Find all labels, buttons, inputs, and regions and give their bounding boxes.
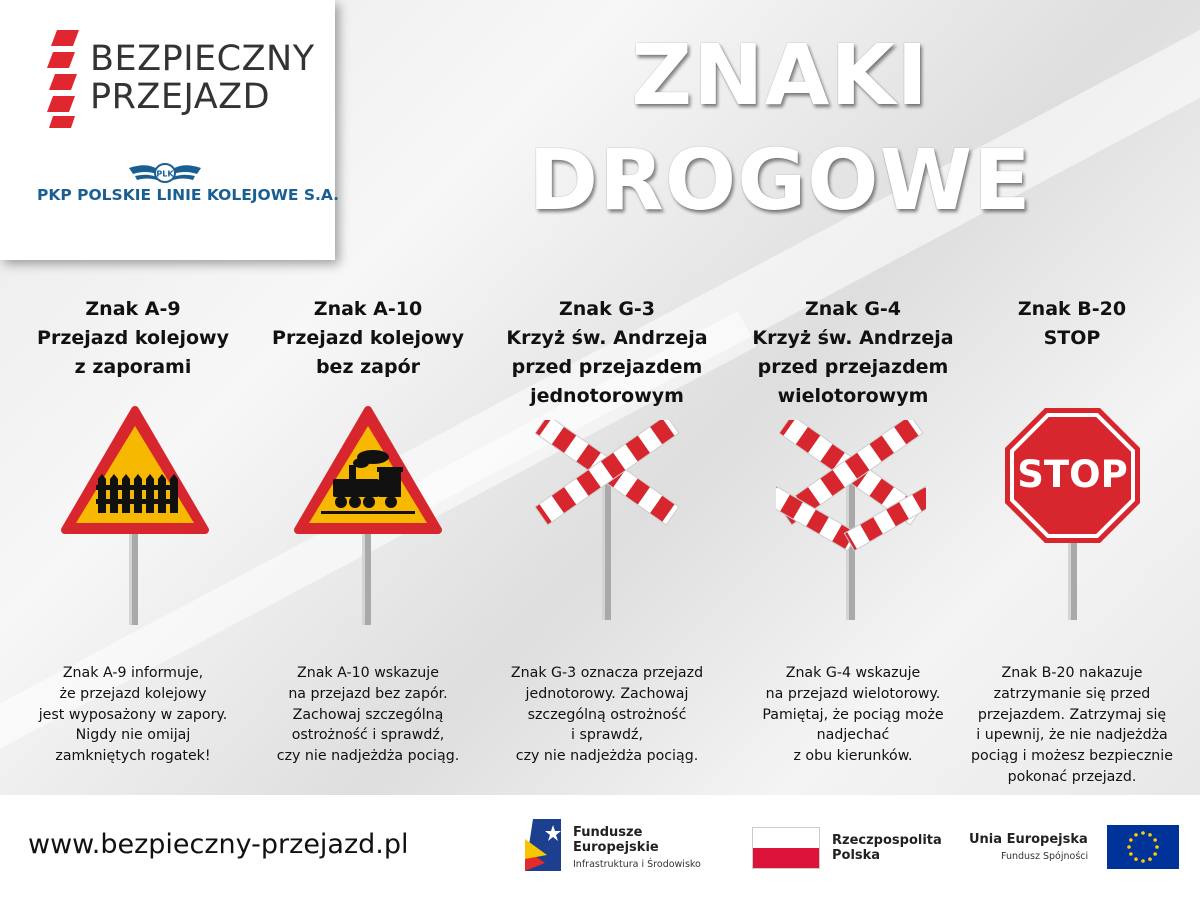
warning-triangle-barrier-icon (60, 405, 210, 625)
sign-description-line: Pamiętaj, że pociąg może (762, 706, 944, 723)
sign-heading-line: Przejazd kolejowy (37, 327, 229, 349)
page-title-line2: DROGOWE (528, 131, 1032, 229)
sign-heading (487, 295, 727, 411)
eu-star-icon (1148, 833, 1152, 837)
european-funds-line2: Europejskie (573, 840, 659, 855)
sign-description-line: z obu kierunków. (793, 748, 913, 765)
brand-name (90, 40, 315, 116)
warning-triangle-locomotive-icon (293, 405, 443, 625)
stop-sign-icon (1000, 405, 1145, 620)
sign-heading (248, 295, 488, 382)
european-funds-subtitle: Infrastruktura i Środowisko (573, 859, 701, 870)
sign-description-line: Znak A-9 informuje, (62, 665, 204, 681)
sign-description-line: i sprawdź, (571, 727, 643, 744)
eu-star-icon (1153, 838, 1157, 842)
sign-description-line: ostrożność i sprawdź, (291, 727, 445, 744)
single-saint-andrew-cross-icon (532, 420, 682, 620)
eu-star-icon (1153, 852, 1157, 856)
sign-heading (952, 295, 1192, 353)
eu-star-icon (1141, 859, 1145, 863)
sign-description-line: zatrzymanie się przed (993, 685, 1151, 702)
eu-flag-icon (1107, 825, 1179, 869)
sign-description-line: Znak G-3 oznacza przejazd (510, 665, 704, 681)
sign-heading-line: Znak A-9 (85, 298, 181, 320)
sign-description-line: przejazdem. Zatrzymaj się (977, 706, 1167, 723)
sign-description-line: Nigdy nie omijaj (75, 727, 191, 744)
sign-column-a9 (13, 295, 253, 765)
eu-star-icon (1129, 852, 1133, 856)
sign-heading-line: Znak G-4 (804, 298, 902, 320)
sign-heading (733, 295, 973, 411)
sign-description-line: na przejazd bez zapór. (288, 685, 448, 702)
sign-description-line: pokonać przejazd. (1007, 768, 1137, 785)
eu-star-icon (1148, 857, 1152, 861)
logo-panel (0, 0, 340, 260)
eu-star-icon (1129, 838, 1133, 842)
sign-heading-line: bez zapór (315, 356, 421, 378)
sign-column-g4 (733, 295, 973, 765)
sign-description-line: szczególną ostrożność (527, 706, 687, 723)
sign-heading-line: Znak G-3 (558, 298, 656, 320)
brand-name-line1: BEZPIECZNY (90, 39, 315, 79)
sign-heading-line: przed przejazdem (511, 356, 703, 378)
sign-description (487, 663, 727, 767)
sign-heading-line: Krzyż św. Andrzeja (752, 327, 954, 349)
website-link[interactable]: www.bezpieczny-przejazd.pl (28, 829, 409, 860)
eu-star-icon (1134, 833, 1138, 837)
stop-sign-text: STOP (1017, 453, 1128, 496)
page-title-line1: ZNAKI (631, 26, 929, 124)
sign-description-line: nadjechać (816, 727, 890, 744)
sign-heading-line: Znak B-20 (1017, 298, 1127, 320)
eu-star-icon (1134, 857, 1138, 861)
european-funds-label (573, 825, 659, 855)
sign-description-line: czy nie nadjeżdża pociąg. (515, 748, 699, 765)
sign-description-line: Znak A-10 wskazuje (297, 665, 439, 681)
sign-heading-line: Przejazd kolejowy (272, 327, 464, 349)
sign-description-line: i upewnij, że nie nadjeżdża (976, 727, 1168, 744)
sign-description (952, 663, 1192, 788)
sign-column-g3 (487, 295, 727, 765)
republic-of-poland-line2: Polska (832, 848, 881, 863)
sign-description (733, 663, 973, 767)
eu-star-icon (1155, 845, 1159, 849)
sign-description (248, 663, 488, 767)
sign-description-line: Znak G-4 wskazuje (785, 665, 921, 681)
sign-heading-line: Znak A-10 (313, 298, 423, 320)
sign-heading-line: przed przejazdem (757, 356, 949, 378)
sign-description-line: zamkniętych rogatek! (55, 748, 211, 765)
sign-heading-line: z zaporami (74, 356, 192, 378)
plk-winged-emblem-icon (127, 160, 203, 186)
sign-heading-line: STOP (1043, 327, 1101, 349)
sign-description-line: pociąg i możesz bezpiecznie (971, 748, 1173, 765)
sign-description-line: Zachowaj szczególną (292, 706, 444, 723)
footer (0, 795, 1200, 900)
company-name: PKP POLSKIE LINIE KOLEJOWE S.A. (37, 186, 340, 204)
sign-heading-line: jednotorowym (530, 385, 684, 407)
cohesion-fund-label: Fundusz Spójności (1001, 851, 1089, 862)
european-funds-line1: Fundusze (573, 825, 643, 840)
sign-description-line: jest wyposażony w zapory. (38, 706, 228, 723)
sign-heading-line: Krzyż św. Andrzeja (506, 327, 708, 349)
polish-flag-icon (752, 827, 820, 869)
eu-star-icon (1127, 845, 1131, 849)
republic-of-poland-line1: Rzeczpospolita (832, 833, 942, 848)
bezpieczny-przejazd-stripes-logo-icon (45, 30, 85, 130)
sign-description-line: Znak B-20 nakazuje (1001, 665, 1143, 681)
brand-name-line2: PRZEJAZD (90, 77, 271, 117)
sign-description-line: czy nie nadjeżdża pociąg. (276, 748, 460, 765)
double-saint-andrew-cross-icon (776, 420, 926, 620)
sign-description (13, 663, 253, 767)
sign-heading (13, 295, 253, 382)
sign-description-line: że przejazd kolejowy (59, 685, 207, 702)
plk-emblem-text: PLK (156, 169, 174, 179)
sign-description-line: jednotorowy. Zachowaj (525, 685, 689, 702)
republic-of-poland-label (832, 833, 942, 863)
sign-column-a10 (248, 295, 488, 765)
sign-description-line: na przejazd wielotorowy. (765, 685, 941, 702)
european-funds-logo-icon (525, 819, 561, 871)
sign-heading-line: wielotorowym (777, 385, 929, 407)
eu-star-icon (1141, 831, 1145, 835)
european-union-label: Unia Europejska (969, 832, 1088, 847)
sign-column-b20 (952, 295, 1192, 785)
